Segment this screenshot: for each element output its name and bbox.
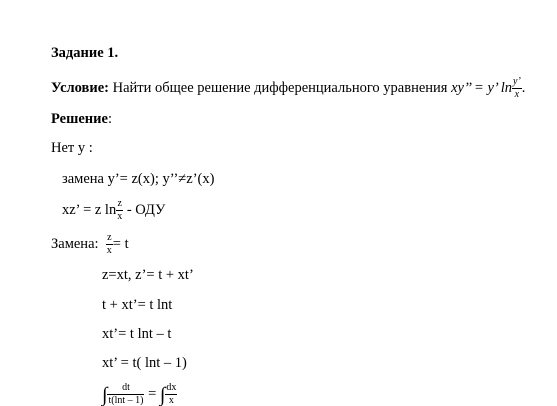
fraction-numerator: y’ [513,76,521,87]
fraction-numerator: dt [107,383,144,395]
substitution-line: замена y’= z(x); y’’≠z’(x) [62,171,215,187]
solution-label: Решение [51,111,108,127]
fraction-numerator: dx [166,382,177,393]
condition-text: Найти общее решение дифференциального уравнения [109,79,452,96]
condition-paragraph [51,77,525,100]
fraction-denominator: x [168,395,174,406]
zamena-rhs: = t [112,235,129,252]
ode-line [62,199,165,222]
zamena-line [51,233,129,256]
integral-right-fraction [165,383,177,406]
integral-equals: = [144,385,160,402]
integral-sign: ∫ [159,383,166,406]
integral-sign: ∫ [102,383,108,406]
step-line-1: z=xt, z’= t + xt’ [102,267,194,283]
solution-colon: : [107,111,112,127]
ode-lhs: xz’ = z ln [62,201,117,218]
integral-line [102,383,177,406]
condition-fraction [512,77,522,100]
integral-left-fraction [107,383,144,406]
step-line-4: xt’ = t( lnt – 1) [102,355,187,371]
step-line-2: t + xt’= t lnt [102,297,173,313]
step-line-3: xt’= t lnt – t [102,326,172,342]
condition-period: . [521,79,526,96]
ode-rhs: - ОДУ [123,201,166,218]
no-y-line: Нет у : [51,140,93,156]
fraction-numerator: z [117,198,122,209]
fraction-denominator: t(lnt – 1) [108,395,144,406]
fraction-numerator: z [107,232,112,243]
solution-heading [51,110,112,128]
task-heading: Задание 1. [51,45,119,61]
condition-equation: xy’’ = y’ ln [451,79,513,96]
zamena-fraction [106,233,113,256]
fraction-denominator: x [106,245,112,256]
fraction-denominator: x [117,211,123,222]
zamena-label: Замена: [51,235,99,252]
fraction-denominator: x [514,89,520,100]
condition-label: Условие: [51,79,109,96]
